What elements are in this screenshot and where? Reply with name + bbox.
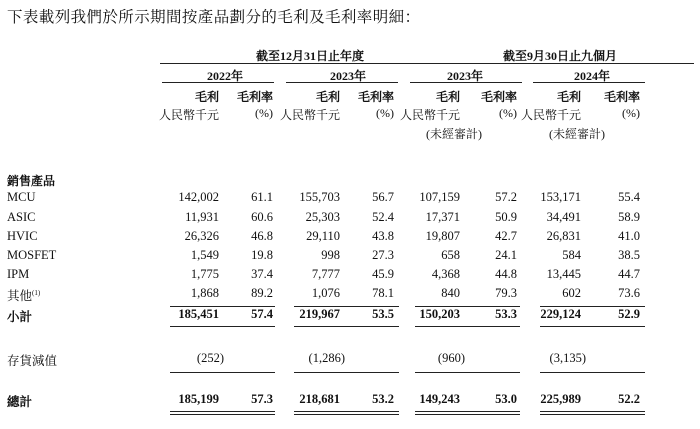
cell-gp-2022: 1,775 [190, 267, 219, 281]
cell-gp-9m-2024: 225,989 [540, 392, 581, 406]
cell-gm-9m-2024: 58.9 [618, 210, 640, 224]
year-2023-full: 2023年 [329, 69, 366, 83]
cell-gp-9m-2024: 602 [562, 286, 581, 300]
cell-gm-2023: 52.4 [372, 210, 394, 224]
cell-gp-9m-2023: 658 [441, 248, 460, 262]
cell-gm-9m-2024: 73.6 [618, 286, 640, 300]
cell-gm-2022: 57.3 [251, 392, 273, 406]
cell-gp-2022: 185,451 [178, 307, 219, 321]
cell-gm-9m-2024: 38.5 [618, 248, 640, 262]
unit-pct: (%) [499, 106, 517, 120]
cell-gm-9m-2023: 79.3 [495, 286, 517, 300]
table-row [0, 190, 700, 210]
cell-gp-2023: 25,303 [305, 210, 340, 224]
cell-gm-2023: 53.5 [372, 307, 394, 321]
row-label [7, 286, 40, 304]
total-double-rule [294, 411, 399, 415]
cell-gp-9m-2023: 150,203 [419, 307, 460, 321]
cell-gm-2022: 57.4 [251, 307, 273, 321]
cell-gp-9m-2024: 584 [562, 248, 581, 262]
subtotal-rule [294, 326, 399, 327]
cell-gm-2022: 19.8 [251, 248, 273, 262]
cell-gm-2023: 53.2 [372, 392, 394, 406]
cell-gp-9m-2024: 153,171 [540, 190, 581, 204]
cell-gp-9m-2024: 34,491 [546, 210, 581, 224]
row-label: IPM [7, 267, 30, 281]
cell-gm-2023: 78.1 [372, 286, 394, 300]
cell-gp-2022: 1,868 [190, 286, 219, 300]
header-gross-profit: 毛利 [556, 90, 581, 104]
row-label: ASIC [7, 210, 36, 224]
table-row [0, 248, 700, 268]
cell-gm-9m-2023: 42.7 [495, 229, 517, 243]
cell-gp-9m-2023: 107,159 [419, 190, 460, 204]
cell-gm-2022: 37.4 [251, 267, 273, 281]
footnote-marker: (1) [32, 288, 41, 297]
cell-gp-9m-2024: 229,124 [540, 307, 581, 321]
unit-pct: (%) [376, 106, 394, 120]
cell-gp-9m-2024: 26,831 [546, 229, 581, 243]
unit-rmb: 人民幣千元 [158, 108, 219, 122]
cell-gp-9m-2023: 19,807 [425, 229, 460, 243]
intro-text: 下表載列我們於所示期間按產品劃分的毛利及毛利率明細： [7, 9, 421, 26]
cell-impairment-2022: (252) [196, 351, 224, 365]
cell-gm-2022: 46.8 [251, 229, 273, 243]
total-double-rule [415, 411, 520, 415]
year-underline [162, 82, 274, 83]
total-double-rule [540, 411, 645, 415]
cell-gm-9m-2024: 44.7 [618, 267, 640, 281]
header-gross-margin: 毛利率 [480, 90, 517, 104]
cell-gp-9m-2024: 13,445 [546, 267, 581, 281]
cell-gm-2022: 60.6 [251, 210, 273, 224]
cell-impairment-2023: (1,286) [308, 351, 345, 365]
total-rule [415, 372, 520, 373]
subtotal-label: 小計 [7, 310, 33, 324]
cell-impairment-9m-2023: (960) [437, 351, 465, 365]
cell-gp-9m-2023: 149,243 [419, 392, 460, 406]
subtotal-rule [415, 326, 520, 327]
cell-gm-2023: 45.9 [372, 267, 394, 281]
cell-gp-2023: 1,076 [311, 286, 340, 300]
cell-gp-9m-2023: 840 [441, 286, 460, 300]
header-gross-profit: 毛利 [435, 90, 460, 104]
cell-gp-2023: 219,967 [299, 307, 340, 321]
subtotal-rule [540, 326, 645, 327]
unit-rmb: 人民幣千元 [520, 108, 581, 122]
cell-gp-2022: 1,549 [190, 248, 219, 262]
cell-impairment-9m-2024: (3,135) [549, 351, 586, 365]
impairment-row [0, 351, 700, 371]
cell-gm-9m-2023: 57.2 [495, 190, 517, 204]
unit-rmb: 人民幣千元 [399, 108, 460, 122]
header-gross-profit: 毛利 [315, 90, 340, 104]
unit-pct: (%) [255, 106, 273, 120]
cell-gp-2022: 26,326 [184, 229, 219, 243]
year-underline [286, 82, 398, 83]
total-rule [540, 372, 645, 373]
year-underline [410, 82, 522, 83]
total-rule [170, 372, 275, 373]
cell-gm-2022: 89.2 [251, 286, 273, 300]
cell-gm-9m-2024: 52.2 [618, 392, 640, 406]
subtotal-rule [170, 326, 275, 327]
row-label-text: 其他 [7, 289, 33, 303]
cell-gm-9m-2024: 52.9 [618, 307, 640, 321]
cell-gp-2023: 998 [321, 248, 340, 262]
row-label: MCU [7, 190, 36, 204]
cell-gp-2023: 7,777 [311, 267, 340, 281]
cell-gm-2023: 27.3 [372, 248, 394, 262]
cell-gm-2023: 56.7 [372, 190, 394, 204]
unaudited-note: (未經審計) [549, 127, 605, 141]
table-row [0, 229, 700, 249]
table-row [0, 286, 700, 306]
group-header-nine-months: 截至9月30日止九個月 [502, 49, 617, 63]
cell-gp-2023: 218,681 [299, 392, 340, 406]
cell-gm-9m-2023: 44.8 [495, 267, 517, 281]
table-row [0, 210, 700, 230]
header-gross-margin: 毛利率 [236, 90, 273, 104]
section-title-product-sales: 銷售產品 [7, 174, 56, 188]
cell-gm-9m-2023: 50.9 [495, 210, 517, 224]
row-label: HVIC [7, 229, 38, 243]
header-gross-margin: 毛利率 [603, 90, 640, 104]
cell-gm-9m-2023: 53.3 [495, 307, 517, 321]
group-header-year-end: 截至12月31日止年度 [255, 49, 364, 63]
header-gross-profit: 毛利 [194, 90, 219, 104]
group-underline-nine-months [412, 63, 694, 64]
cell-gp-9m-2023: 4,368 [431, 267, 460, 281]
unit-pct: (%) [622, 106, 640, 120]
table-row [0, 267, 700, 287]
cell-gp-9m-2023: 17,371 [425, 210, 460, 224]
year-underline [533, 82, 645, 83]
year-2022: 2022年 [206, 69, 243, 83]
cell-gp-2022: 185,199 [178, 392, 219, 406]
total-rule [294, 372, 399, 373]
cell-gp-2023: 29,110 [306, 229, 340, 243]
impairment-label: 存貨減值 [7, 354, 58, 368]
cell-gm-9m-2024: 55.4 [618, 190, 640, 204]
header-gross-margin: 毛利率 [357, 90, 394, 104]
total-double-rule [170, 411, 275, 415]
cell-gm-9m-2024: 41.0 [618, 229, 640, 243]
year-2024-nine-months: 2024年 [573, 69, 610, 83]
unaudited-note: (未經審計) [426, 127, 482, 141]
cell-gp-2023: 155,703 [299, 190, 340, 204]
cell-gp-2022: 142,002 [178, 190, 219, 204]
total-label: 總計 [7, 395, 33, 409]
row-label: MOSFET [7, 248, 57, 262]
cell-gm-9m-2023: 24.1 [495, 248, 517, 262]
subtotal-row [0, 307, 700, 327]
cell-gp-2022: 11,931 [185, 210, 219, 224]
cell-gm-2022: 61.1 [251, 190, 273, 204]
cell-gm-9m-2023: 53.0 [495, 392, 517, 406]
year-2023-nine-months: 2023年 [446, 69, 483, 83]
total-row [0, 392, 700, 412]
cell-gm-2023: 43.8 [372, 229, 394, 243]
unit-rmb: 人民幣千元 [279, 108, 340, 122]
